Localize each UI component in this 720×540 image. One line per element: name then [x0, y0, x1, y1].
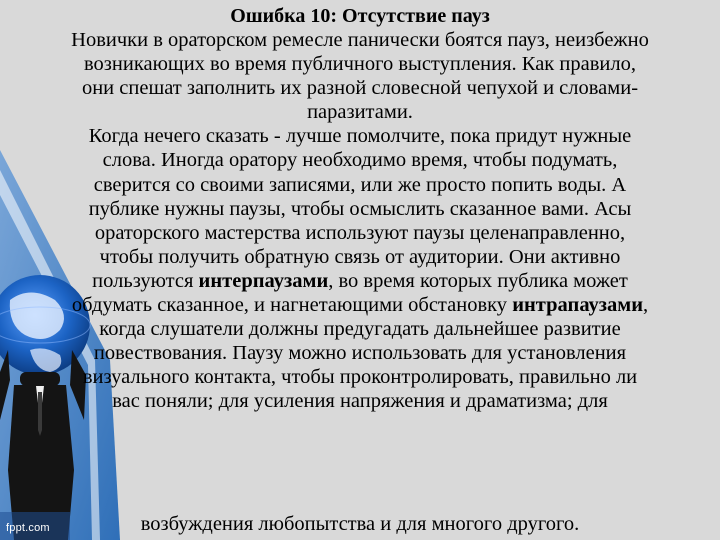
text-run: пользуются — [92, 269, 199, 292]
text-run: вас поняли; для усиления напряжения и драматизма; для — [112, 390, 608, 413]
body-line — [0, 52, 720, 76]
body-line — [0, 389, 720, 413]
body-line — [0, 124, 720, 148]
body-line — [0, 28, 720, 52]
text-run: публике нужны паузы, чтобы осмыслить сказанное вами. Асы — [88, 197, 632, 220]
text-run: обдумать сказанное, и нагнетающими обстановку — [71, 294, 513, 317]
body-line — [0, 100, 720, 124]
slide-title: Ошибка 10: Отсутствие пауз — [230, 5, 490, 27]
bold-term: интрапаузами — [512, 294, 644, 317]
text-run: , — [643, 294, 649, 317]
watermark-logo: fppt.com — [6, 522, 50, 534]
slide-final-line: возбуждения любопытства и для многого другого. — [140, 513, 580, 535]
text-run: когда слушатели должны предугадать дальнейшее развитие — [99, 318, 621, 341]
body-line — [0, 173, 720, 197]
slide-body — [0, 28, 720, 414]
body-line — [0, 365, 720, 389]
body-line — [0, 148, 720, 172]
body-line — [0, 317, 720, 341]
text-run: , во время которых публика может — [328, 269, 628, 292]
body-line — [0, 341, 720, 365]
text-run: сверится со своими записями, или же просто попить воды. А — [93, 173, 627, 196]
body-line — [0, 197, 720, 221]
text-run: чтобы получить обратную связь от аудитории. Они активно — [99, 245, 621, 268]
text-run: паразитами. — [307, 101, 413, 124]
text-run: ораторского мастерства используют паузы целенаправленно, — [94, 221, 626, 244]
text-run: они спешат заполнить их разной словесной чепухой и словами- — [81, 77, 639, 100]
text-run: возникающих во время публичного выступления. Как правило, — [84, 53, 636, 76]
body-line — [0, 293, 720, 317]
text-run: визуального контакта, чтобы проконтролировать, правильно ли — [82, 366, 638, 389]
text-run: Новички в ораторском ремесле панически боятся пауз, неизбежно — [71, 29, 649, 51]
body-line — [0, 76, 720, 100]
body-line — [0, 245, 720, 269]
slide-content — [0, 4, 720, 414]
text-run: слова. Иногда оратору необходимо время, чтобы подумать, — [102, 149, 618, 172]
body-line — [0, 269, 720, 293]
text-run: повествования. Паузу можно использовать для установления — [93, 342, 627, 365]
body-line — [0, 221, 720, 245]
text-run: Когда нечего сказать - лучше помолчите, пока придут нужные — [88, 125, 632, 148]
bold-term: интерпаузами — [198, 269, 329, 292]
